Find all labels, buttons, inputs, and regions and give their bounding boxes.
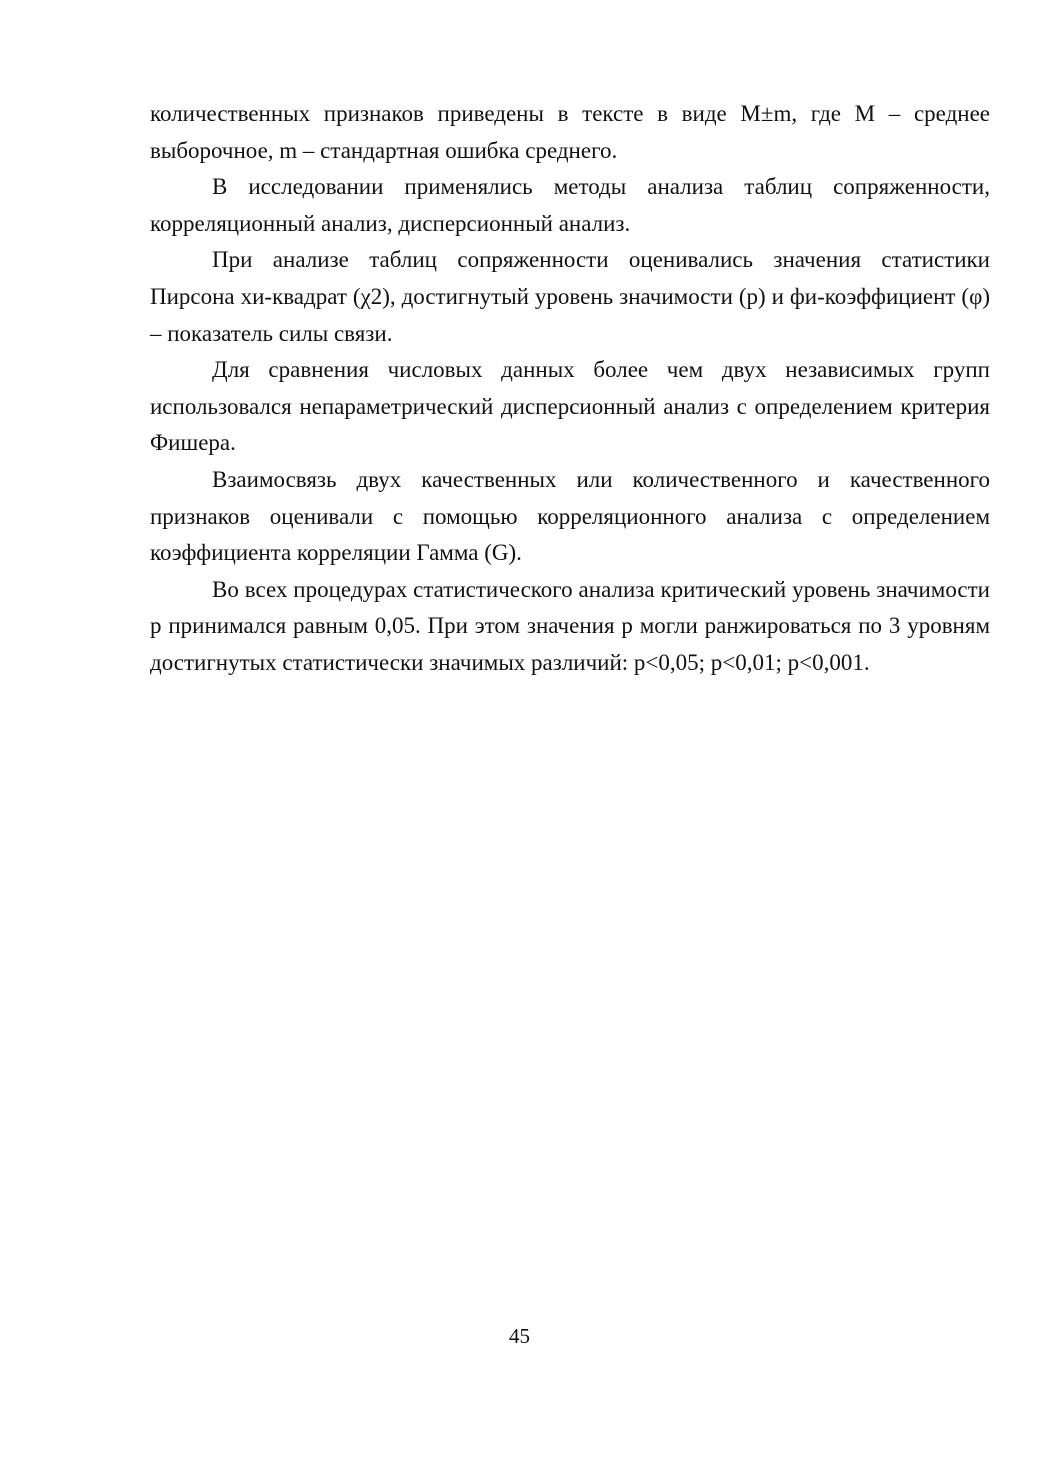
paragraph-significance: Во всех процедурах статистического анализа критический уровень значимости р принимался равным 0,05. При этом значения р могли ранжироваться по 3 уровням достигнутых статистически значимых различий: р<0,05; р<0,01; р<0,001. <box>150 576 990 675</box>
paragraph-group-comparison: Для сравнения числовых данных более чем двух независимых групп использовался непараметрический дисперсионный анализ с определением критерия Фишера. <box>150 357 990 456</box>
paragraph-continuation: количественных признаков приведены в тексте в виде M±m, где M – среднее выборочное, m – стандартная ошибка среднего. <box>150 101 990 163</box>
page-number: 45 <box>509 1324 530 1348</box>
paragraph-contingency-tables: При анализе таблиц сопряженности оценивались значения статистики Пирсона хи-квадрат (χ2), достигнутый уровень значимости (р) и фи-коэффициент (φ) – показатель силы связи. <box>150 247 990 346</box>
paragraph-correlation: Взаимосвязь двух качественных или количественного и качественного признаков оценивали с помощью корреляционного анализа с определением коэффициента корреляции Гамма (G). <box>150 466 990 566</box>
paragraph-methods: В исследовании применялись методы анализа таблиц сопряженности, корреляционный анализ, дисперсионный анализ. <box>150 174 990 236</box>
document-body <box>150 96 990 682</box>
